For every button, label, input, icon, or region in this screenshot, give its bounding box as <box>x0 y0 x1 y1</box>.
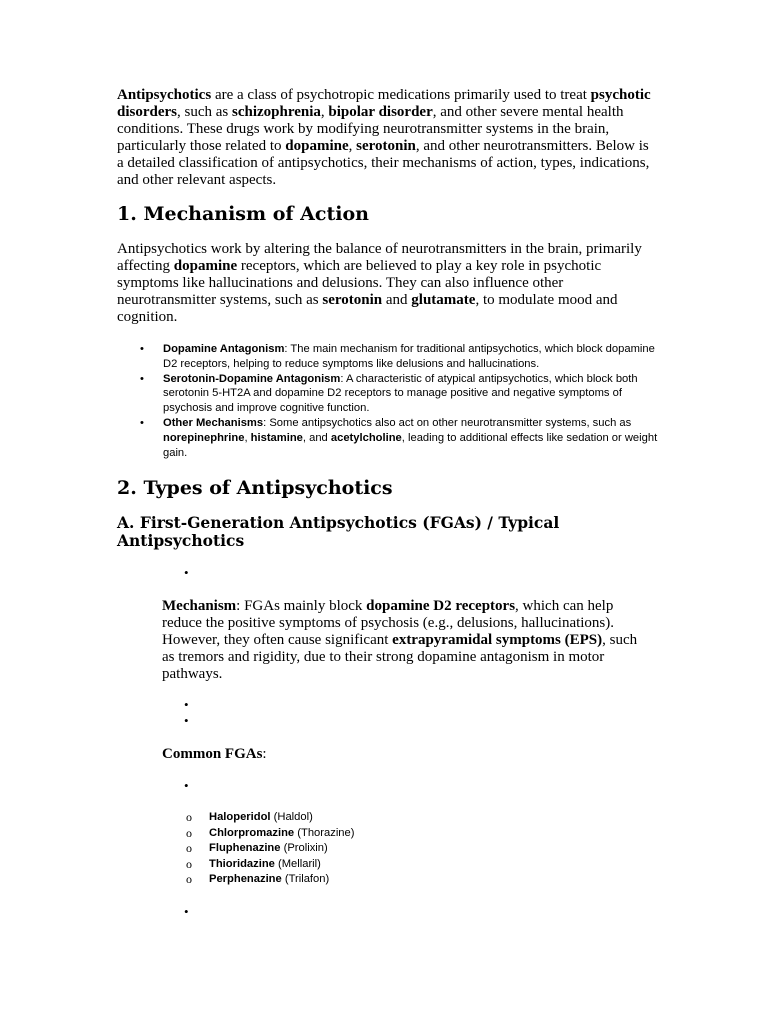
bullet-term: Serotonin-Dopamine Antagonism <box>163 372 341 385</box>
term-dopamine: dopamine <box>285 138 349 154</box>
drug-name: Chlorpromazine <box>209 826 295 839</box>
bullet-text: : A characteristic of atypical antipsychotics, which block both serotonin 5-HT2A and dopamine D2 receptors to manage positive and negative symptoms of psychosis and improve cognitive function. <box>163 372 638 415</box>
mechanism-bullet-list <box>140 342 660 460</box>
para-text: , to modulate mood and cognition. <box>117 292 618 325</box>
term-bipolar-disorder: bipolar disorder <box>328 104 433 120</box>
para-text: receptors, which are believed to play a key role in psychotic symptoms like hallucinations and delusions. They can also influence other neurotransmitter systems, such as <box>117 258 602 308</box>
bullet-icon: • <box>184 778 189 793</box>
label-colon: : <box>262 746 267 762</box>
circle-bullet-icon: o <box>186 841 192 856</box>
label-text: Common FGAs <box>162 746 263 762</box>
list-item <box>140 416 660 460</box>
bullet-icon: • <box>184 713 189 728</box>
bullet-text: : The main mechanism for traditional antipsychotics, which block dopamine D2 receptors, helping to reduce symptoms like delusions and hallucinations. <box>163 343 655 370</box>
drug-brand: (Thorazine) <box>294 826 355 839</box>
list-item <box>186 872 354 888</box>
bullet-text: , leading to additional effects like sedation or weight gain. <box>163 431 658 459</box>
term-serotonin: serotonin <box>356 138 416 154</box>
term-glutamate: glutamate <box>411 292 476 308</box>
para-text: Antipsychotics work by altering the balance of neurotransmitters in the brain, primarily affecting <box>117 241 642 274</box>
bullet-term: norepinephrine <box>163 431 245 444</box>
fga-mechanism-paragraph <box>162 598 642 683</box>
term-serotonin: serotonin <box>322 292 383 308</box>
mechanism-paragraph <box>117 241 647 326</box>
circle-bullet-icon: o <box>186 810 192 824</box>
bullet-term: acetylcholine <box>330 431 402 444</box>
common-fgas-label <box>162 746 267 763</box>
term-psychotic-disorders: psychotic disorders <box>117 87 651 120</box>
list-item <box>186 841 354 857</box>
para-text: , which can help reduce the positive symptoms of psychosis (e.g., delusions, hallucinations). However, they often cause significant <box>162 598 615 648</box>
bullet-icon: • <box>184 904 189 919</box>
circle-bullet-icon: o <box>186 856 192 871</box>
term-eps: extrapyramidal symptoms (EPS) <box>392 632 603 648</box>
drug-brand: (Prolixin) <box>280 842 328 855</box>
list-item <box>186 857 354 873</box>
intro-text: , and other neurotransmitters. Below is a detailed classification of antipsychotics, their mechanisms of action, types, indications, and other relevant aspects. <box>117 138 650 188</box>
bullet-term: Other Mechanisms <box>163 416 264 429</box>
intro-text: , <box>348 138 357 154</box>
bullet-text: : Some antipsychotics also act on other neurotransmitter systems, such as <box>263 416 632 429</box>
term-mechanism: Mechanism <box>162 598 237 614</box>
term-dopamine: dopamine <box>173 258 238 274</box>
intro-text: , <box>320 104 329 120</box>
term-antipsychotics: Antipsychotics <box>117 87 212 103</box>
bullet-icon: • <box>184 697 189 712</box>
bullet-icon: • <box>140 372 144 385</box>
intro-text: , such as <box>177 104 232 120</box>
bullet-text: , <box>244 431 251 444</box>
intro-text: , and other severe mental health conditions. These drugs work by modifying neurotransmitter systems in the brain, particularly those related to <box>117 104 624 154</box>
list-item <box>186 810 354 826</box>
term-d2-receptors: dopamine D2 receptors <box>366 598 516 614</box>
drug-brand: (Trilafon) <box>281 873 330 886</box>
intro-paragraph <box>117 87 657 189</box>
bullet-icon: • <box>140 416 144 429</box>
drug-name: Fluphenazine <box>209 842 281 855</box>
drug-name: Perphenazine <box>209 873 282 886</box>
bullet-term: histamine <box>250 431 303 444</box>
bullet-term: Dopamine Antagonism <box>163 343 285 355</box>
bullet-text: , and <box>302 431 331 444</box>
subsection-heading-fga: A. First-Generation Antipsychotics (FGAs) / Typical Antipsychotics <box>117 513 560 550</box>
circle-bullet-icon: o <box>186 872 192 887</box>
drug-brand: (Haldol) <box>270 811 313 823</box>
intro-text: are a class of psychotropic medications primarily used to treat <box>211 87 591 103</box>
para-text: : FGAs mainly block <box>236 598 367 614</box>
drug-brand: (Mellaril) <box>274 857 321 870</box>
list-item <box>140 372 660 416</box>
para-text: , such as tremors and rigidity, due to their strong dopamine antagonism in motor pathways. <box>162 632 638 682</box>
section-heading-types: 2. Types of Antipsychotics <box>117 477 393 499</box>
drug-name: Thioridazine <box>209 857 275 870</box>
drug-name: Haloperidol <box>209 811 271 823</box>
section-heading-mechanism: 1. Mechanism of Action <box>117 203 369 225</box>
list-item <box>140 342 660 372</box>
fga-drug-list <box>186 810 354 888</box>
circle-bullet-icon: o <box>186 825 192 840</box>
term-schizophrenia: schizophrenia <box>232 104 321 120</box>
bullet-icon: • <box>140 343 144 355</box>
list-item <box>186 826 354 842</box>
bullet-icon: • <box>184 565 189 580</box>
para-text: and <box>382 292 412 308</box>
